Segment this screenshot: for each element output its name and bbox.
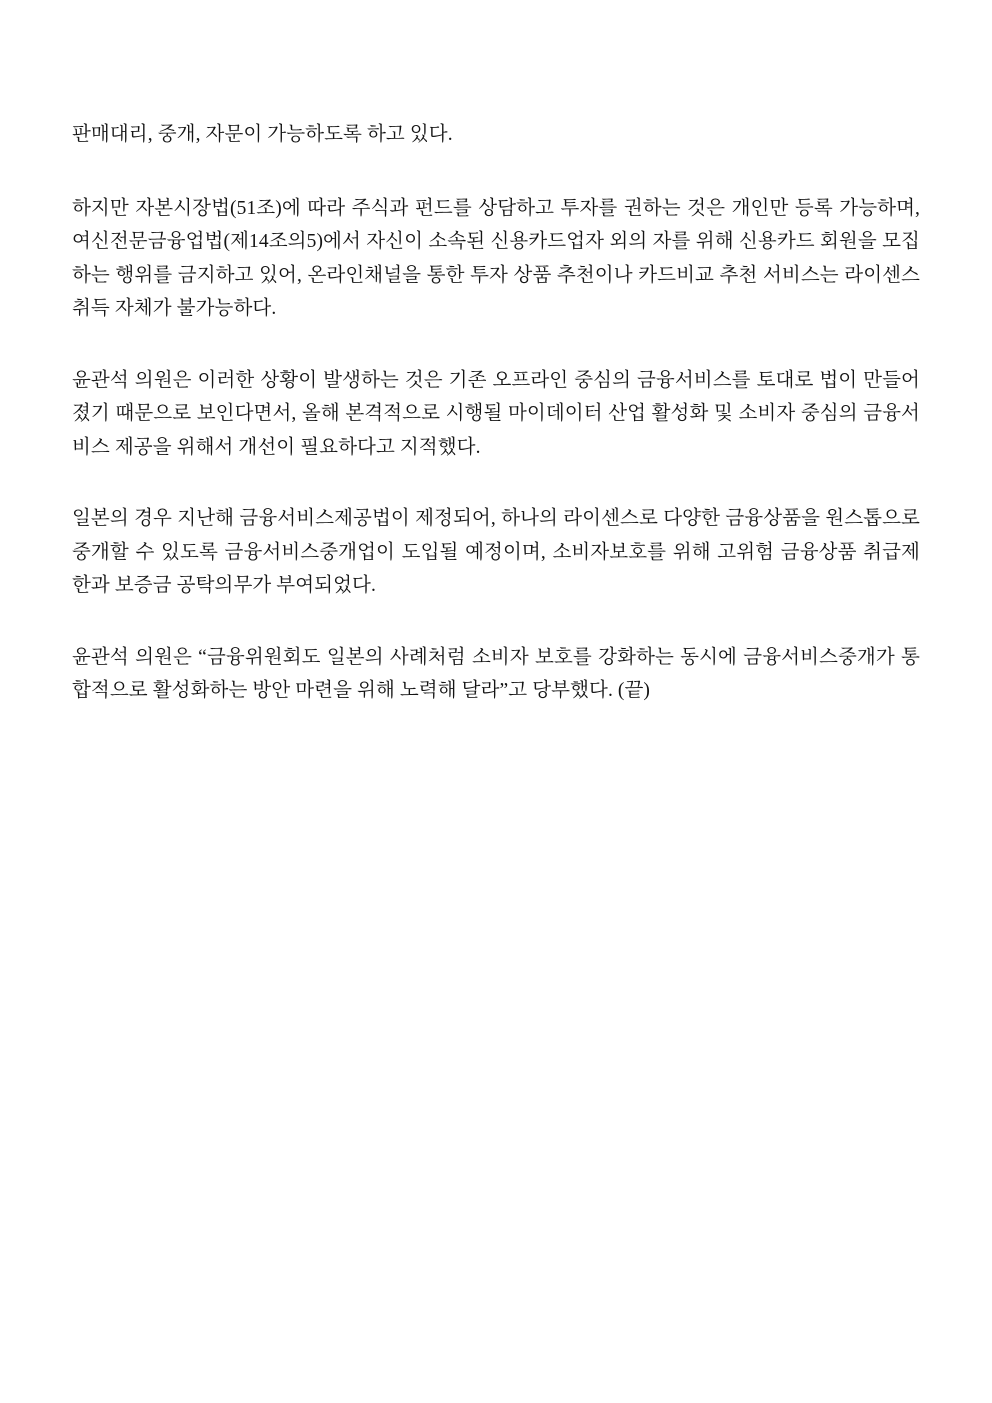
paragraph-1: 판매대리, 중개, 자문이 가능하도록 하고 있다. (72, 124, 453, 145)
paragraph-4: 일본의 경우 지난해 금융서비스제공법이 제정되어, 하나의 라이센스로 다양한 금융상품을 원스톱으로 중개할 수 있도록 금융서비스중개업이 도입될 예정이며, 소비자보호를 위해 고위험 금융상품 취급제한과 보증금 공탁의무가 부여되었다. (72, 508, 920, 597)
document-body (72, 118, 920, 708)
paragraph-2: 하지만 자본시장법(51조)에 따라 주식과 펀드를 상담하고 투자를 권하는 것은 개인만 등록 가능하며, 여신전문금융업법(제14조의5)에서 자신이 소속된 신용카드업자 외의 자를 위해 신용카드 회원을 모집하는 행위를 금지하고 있어, 온라인채널을 통한 투자 상품 추천이나 카드비교 추천 서비스는 라이센스 취득 자체가 불가능하다. (72, 197, 920, 320)
paragraph-5: 윤관석 의원은 “금융위원회도 일본의 사례처럼 소비자 보호를 강화하는 동시에 금융서비스중개가 통합적으로 활성화하는 방안 마련을 위해 노력해 달라”고 당부했다. (끝) (72, 646, 920, 702)
paragraph-3: 윤관석 의원은 이러한 상황이 발생하는 것은 기존 오프라인 중심의 금융서비스를 토대로 법이 만들어졌기 때문으로 보인다면서, 올해 본격적으로 시행될 마이데이터 산업 활성화 및 소비자 중심의 금융서비스 제공을 위해서 개선이 필요하다고 지적했다. (72, 369, 920, 458)
